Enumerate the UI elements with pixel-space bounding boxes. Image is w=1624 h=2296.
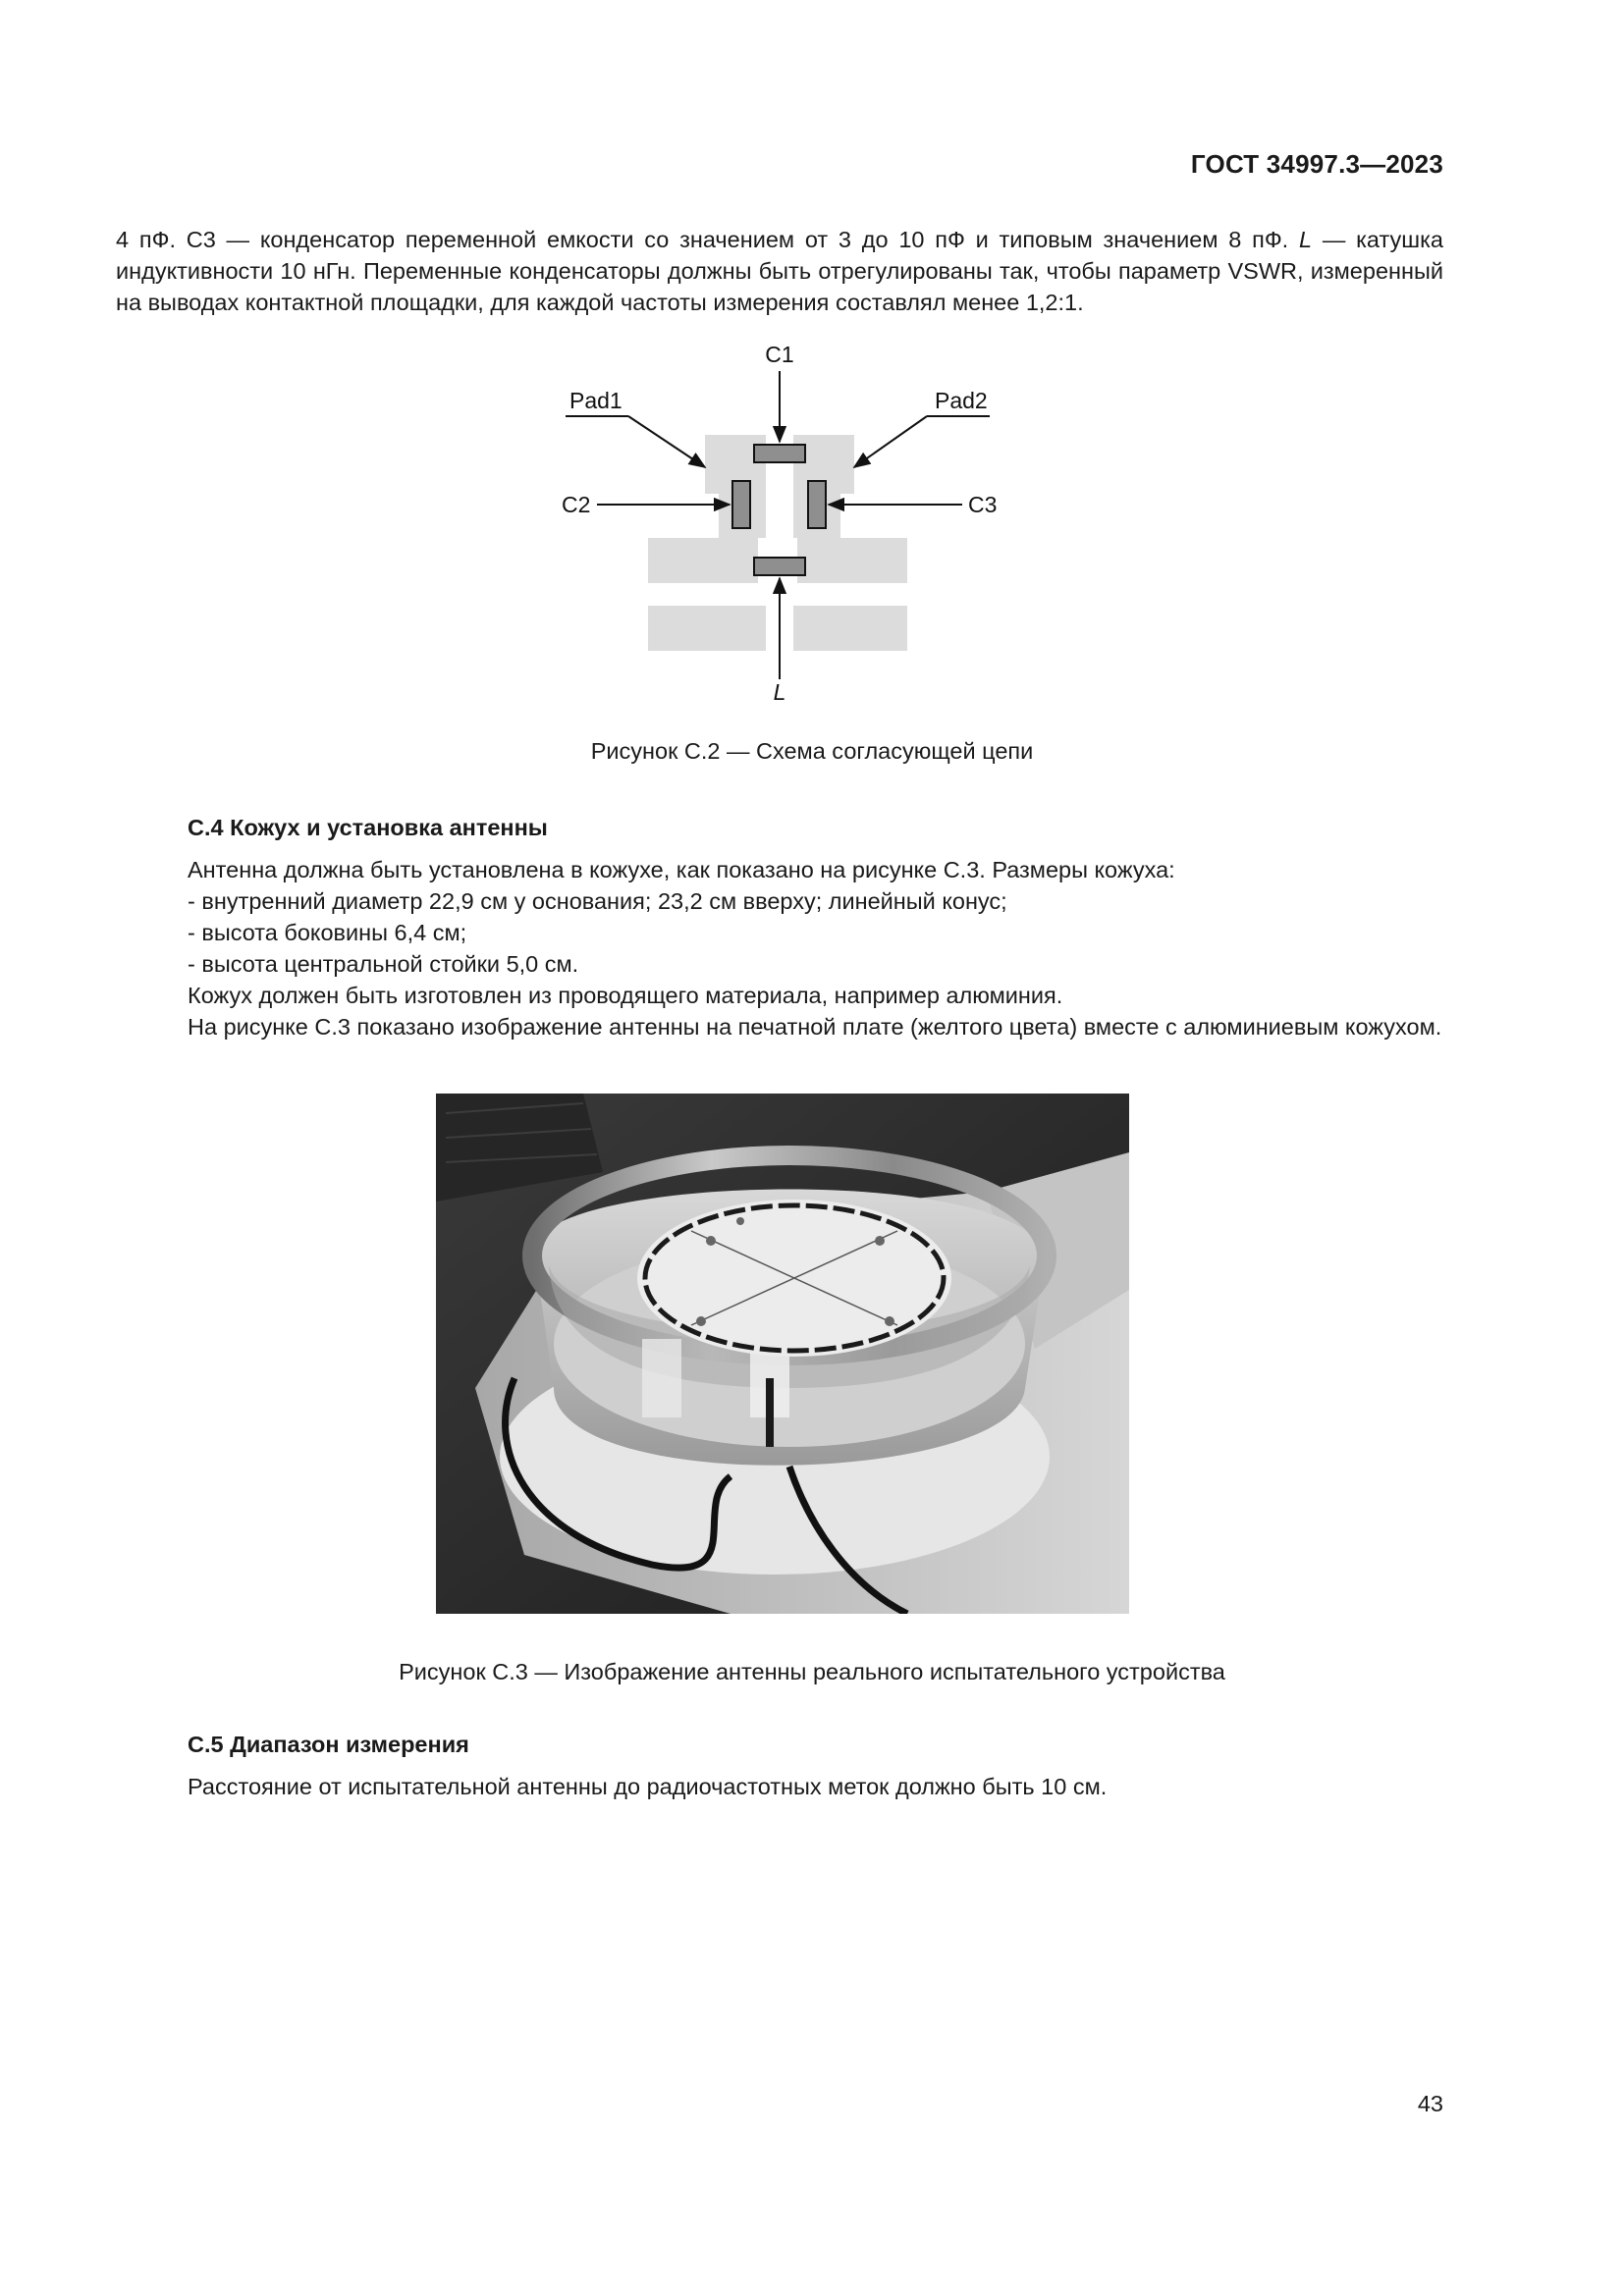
figure-c3-caption: Рисунок С.3 — Изображение антенны реального испытательного устройства <box>399 1659 1225 1684</box>
section-c4-heading: С.4 Кожух и установка антенны <box>188 815 548 840</box>
figure-c2-caption: Рисунок С.2 — Схема согласующей цепи <box>590 738 1034 764</box>
section-c5-heading: С.5 Диапазон измерения <box>188 1732 469 1757</box>
antenna-housing-photo <box>436 1094 1129 1614</box>
section-c4-paragraph-3: На рисунке С.3 показано изображение антенны на печатной плате (желтого цвета) вместе с алюминиевым кожухом. <box>188 1014 1442 1040</box>
page-number: 43 <box>1417 2091 1443 2116</box>
capacitor-c2 <box>732 481 750 528</box>
inductor-symbol: L <box>1299 227 1313 252</box>
intro-text-end: — катушка индуктивности 10 нГн. Переменные конденсаторы должны быть отрегулированы так, чтобы параметр VSWR, измеренный на выводах контактной площадки, для каждой частоты измерения составлял менее 1,2:1. <box>116 227 1443 315</box>
arrow-pad1 <box>628 416 705 467</box>
intro-text-start: 4 пФ. С3 — конденсатор переменной емкости со значением от 3 до 10 пФ и типовым значением 8 пФ. <box>116 227 1289 252</box>
pad-lower-left <box>648 538 758 583</box>
label-c3: C3 <box>968 492 998 517</box>
label-c2: C2 <box>562 492 591 517</box>
label-l: L <box>773 679 786 705</box>
label-c1: C1 <box>765 342 794 367</box>
section-c4-body <box>116 854 1443 1042</box>
capacitor-c1 <box>754 445 805 462</box>
section-c5-paragraph: Расстояние от испытательной антенны до радиочастотных меток должно быть 10 см. <box>188 1774 1108 1799</box>
inductor-l <box>754 558 805 575</box>
ground-right <box>793 606 907 651</box>
section-c4-paragraph-2: Кожух должен быть изготовлен из проводящего материала, например алюминия. <box>188 983 1063 1008</box>
label-pad1: Pad1 <box>569 388 623 413</box>
section-c4-paragraph-1: Антенна должна быть установлена в кожухе, как показано на рисунке С.3. Размеры кожуха: <box>188 857 1175 882</box>
label-pad2: Pad2 <box>935 388 988 413</box>
ground-left <box>648 606 766 651</box>
document-code: ГОСТ 34997.3—2023 <box>1190 149 1443 179</box>
list-item-inner-diameter: - внутренний диаметр 22,9 см у основания; 23,2 см вверху; линейный конус; <box>188 888 1007 914</box>
intro-paragraph <box>116 224 1443 318</box>
capacitor-c3 <box>808 481 826 528</box>
list-item-post-height: - высота центральной стойки 5,0 см. <box>188 951 579 977</box>
list-item-side-height: - высота боковины 6,4 см; <box>188 920 467 945</box>
pad-lower-right <box>797 538 907 583</box>
section-c5-body <box>116 1771 1443 1802</box>
arrow-pad2 <box>854 416 927 467</box>
matching-circuit-diagram <box>530 334 1021 707</box>
